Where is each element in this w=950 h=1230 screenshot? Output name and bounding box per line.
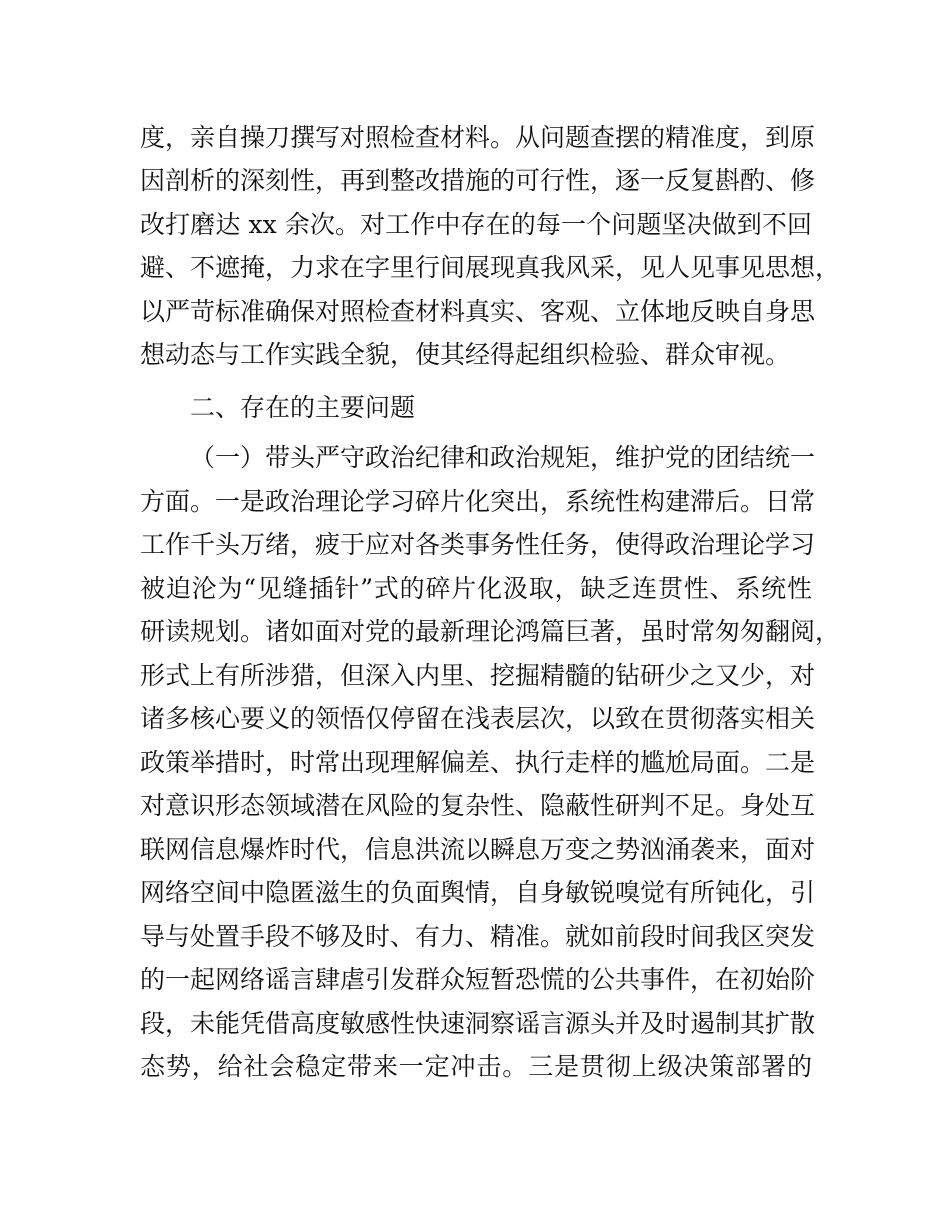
paragraph-1-line: 想动态与工作实践全貌，使其经得起组织检验、群众审视。 bbox=[140, 340, 791, 369]
paragraph-2-line: 被迫沦为“见缝插针”式的碎片化汲取，缺乏连贯性、系统性 bbox=[140, 574, 812, 603]
paragraph-2-line: 方面。一是政治理论学习碎片化突出，系统性构建滞后。日常 bbox=[140, 487, 816, 516]
section-heading: 二、存在的主要问题 bbox=[190, 393, 416, 422]
paragraph-1-line: 度，亲自操刀撰写对照检查材料。从问题查摆的精准度，到原 bbox=[140, 123, 816, 152]
paragraph-2-line: 诸多核心要义的领悟仅停留在浅表层次，以致在贯彻落实相关 bbox=[140, 704, 816, 733]
paragraph-1-line: 避、不遮掩，力求在字里行间展现真我风采，见人见事见思想， bbox=[140, 253, 841, 282]
paragraph-2-line: 对意识形态领域潜在风险的复杂性、隐蔽性研判不足。身处互 bbox=[140, 791, 816, 820]
paragraph-2-line: 政策举措时，时常出现理解偏差、执行走样的尴尬局面。二是 bbox=[140, 748, 816, 777]
paragraph-1-line: 因剖析的深刻性，再到整改措施的可行性，逐一反复斟酌、修 bbox=[140, 166, 816, 195]
paragraph-2-line: 网络空间中隐匿滋生的负面舆情，自身敏锐嗅觉有所钝化，引 bbox=[140, 878, 816, 907]
paragraph-2-line: 导与处置手段不够及时、有力、精准。就如前段时间我区突发 bbox=[140, 922, 816, 951]
paragraph-1-line: 改打磨达 xx 余次。对工作中存在的每一个问题坚决做到不回 bbox=[140, 210, 812, 239]
paragraph-2-line: 研读规划。诸如面对党的最新理论鸿篇巨著，虽时常匆匆翻阅， bbox=[140, 617, 841, 646]
paragraph-2-line: 工作千头万绪，疲于应对各类事务性任务，使得政治理论学习 bbox=[140, 530, 816, 559]
paragraph-2-line: 联网信息爆炸时代，信息洪流以瞬息万变之势汹涌袭来，面对 bbox=[140, 835, 816, 864]
paragraph-2-line: 态势，给社会稳定带来一定冲击。三是贯彻上级决策部署的 bbox=[140, 1052, 812, 1081]
paragraph-2-line: 段，未能凭借高度敏感性快速洞察谣言源头并及时遏制其扩散 bbox=[140, 1009, 816, 1038]
paragraph-2-line: 形式上有所涉猎，但深入内里、挖掘精髓的钻研少之又少，对 bbox=[140, 661, 816, 690]
paragraph-1-line: 以严苛标准确保对照检查材料真实、客观、立体地反映自身思 bbox=[140, 297, 816, 326]
paragraph-2-line: （一）带头严守政治纪律和政治规矩，维护党的团结统一 bbox=[190, 443, 816, 472]
paragraph-2-line: 的一起网络谣言肆虐引发群众短暂恐慌的公共事件，在初始阶 bbox=[140, 965, 816, 994]
